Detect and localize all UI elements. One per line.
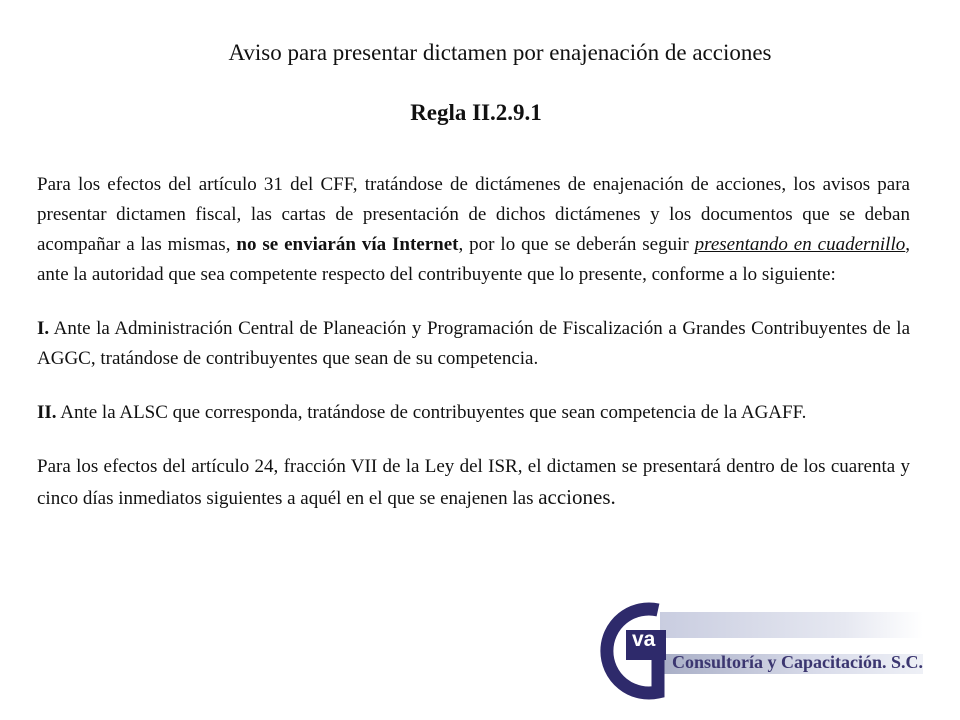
intro-paragraph <box>37 170 910 290</box>
intro-bold-text: no se enviarán vía Internet <box>236 234 459 255</box>
company-logo <box>580 600 925 705</box>
item-one-text: Ante la Administración Central de Planeación y Programación de Fiscalización a Grandes Contribuyentes de la AGGC, tratándose de contribuyentes que sean de su competencia. <box>37 318 910 369</box>
closing-last-word: acciones. <box>538 485 616 509</box>
item-two-text: Ante la ALSC que corresponda, tratándose de contribuyentes que sean competencia de la AGAFF. <box>56 402 807 423</box>
closing-paragraph <box>37 452 910 514</box>
item-one <box>37 314 910 374</box>
logo-company-name: Consultoría y Capacitación. S.C. <box>672 652 924 672</box>
intro-text-1: Para los efectos del artículo 31 del CFF, tratándose de dictámenes de enajenación de acciones, los avisos para presentar dictamen fiscal, las cartas de presentación de dichos dictámenes y los documentos que se deban acompañar a las mismas, <box>37 174 910 255</box>
intro-text-3: , ante la autoridad que sea competente respecto del contribuyente que lo presente, conforme a lo siguiente: <box>37 234 910 285</box>
document-body <box>37 170 910 538</box>
logo-monogram-text: va <box>632 628 656 651</box>
item-two <box>37 398 910 428</box>
document-title: Aviso para presentar dictamen por enajenación de acciones <box>228 40 772 65</box>
intro-underlined-text: presentando en cuadernillo <box>694 234 906 255</box>
item-one-marker: I. <box>37 318 50 339</box>
item-two-marker: II. <box>37 402 57 423</box>
intro-text-2: , por lo que se deberán seguir <box>458 234 695 255</box>
closing-text: Para los efectos del artículo 24, fracción VII de la Ley del ISR, el dictamen se presentará dentro de los cuarenta y cinco días inmediatos siguientes a aquél en el que se enajenen las <box>37 456 910 509</box>
rule-heading: Regla II.2.9.1 <box>410 100 542 125</box>
